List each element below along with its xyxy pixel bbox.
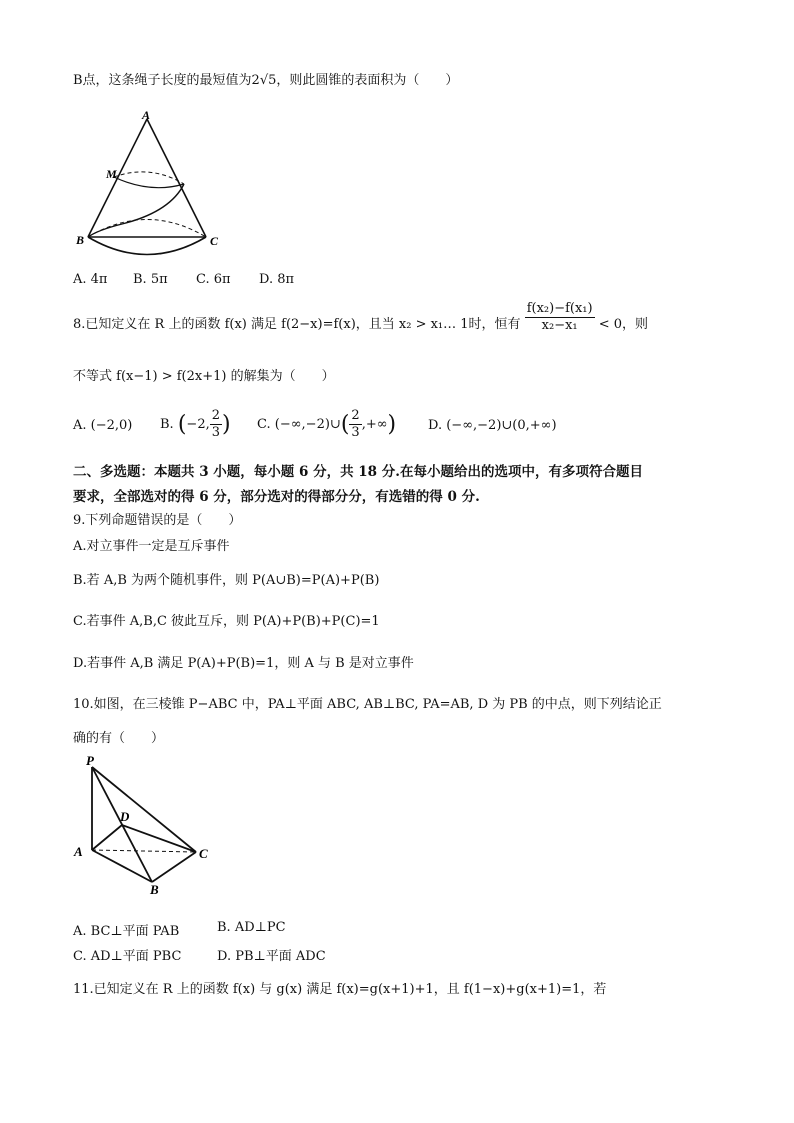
label-d: D bbox=[120, 809, 130, 824]
q8-option-a[interactable]: A. (−2,0) bbox=[73, 418, 133, 433]
label-c: C bbox=[210, 234, 219, 248]
label-b: B bbox=[76, 233, 85, 247]
paren-close: ) bbox=[222, 412, 231, 437]
q10-option-b[interactable]: B. AD⊥PC bbox=[217, 920, 286, 935]
q8-stem-line2: 不等式 f(x−1) > f(2x+1) 的解集为（ ） bbox=[73, 369, 335, 384]
q8-option-c-post: ,+∞ bbox=[361, 417, 388, 432]
q10-option-c[interactable]: C. AD⊥平面 PBC bbox=[73, 949, 182, 964]
q7-option-b[interactable]: B. 5π bbox=[133, 272, 168, 287]
paren-close: ) bbox=[387, 412, 397, 437]
q8-option-b-den: 3 bbox=[211, 425, 220, 440]
q8-option-b-prefix: B. bbox=[160, 417, 174, 432]
q8-option-b-num: 2 bbox=[211, 408, 220, 423]
q8-fraction-numerator: f(x₂)−f(x₁) bbox=[526, 301, 593, 316]
q9-option-b[interactable]: B.若 A,B 为两个随机事件，则 P(A∪B)=P(A)+P(B) bbox=[73, 573, 380, 588]
label-a: A bbox=[142, 108, 151, 122]
q8-option-c-prefix: C. (−∞,−2)∪ bbox=[257, 417, 341, 432]
q8-option-c-den: 3 bbox=[351, 425, 360, 440]
q7-option-c[interactable]: C. 6π bbox=[196, 272, 231, 287]
q8-fraction bbox=[525, 301, 595, 334]
q10-stem-line1: 10.如图，在三棱锥 P−ABC 中，PA⊥平面 ABC, AB⊥BC, PA=AB, D 为 PB 的中点，则下列结论正 bbox=[73, 697, 662, 712]
q9-option-c[interactable]: C.若事件 A,B,C 彼此互斥，则 P(A)+P(B)+P(C)=1 bbox=[73, 614, 380, 629]
label-a: A bbox=[74, 844, 83, 859]
q9-stem: 9.下列命题错误的是（ ） bbox=[73, 513, 242, 528]
q8-option-b[interactable] bbox=[160, 408, 231, 441]
label-b: B bbox=[150, 882, 159, 895]
q9-option-d[interactable]: D.若事件 A,B 满足 P(A)+P(B)=1，则 A 与 B 是对立事件 bbox=[73, 656, 414, 671]
q8-stem-pre: 8.已知定义在 R 上的函数 f(x) 满足 f(2−x)=f(x)，且当 x₂ > x₁… 1时，恒有 bbox=[73, 317, 521, 332]
q8-option-c[interactable] bbox=[257, 408, 396, 441]
section2-heading-line2: 要求，全部选对的得 6 分，部分选对的得部分分，有选错的得 0 分. bbox=[73, 489, 480, 505]
q8-stem-post: < 0，则 bbox=[598, 317, 649, 332]
q10-stem-line2: 确的有（ ） bbox=[73, 731, 165, 746]
q7-option-d[interactable]: D. 8π bbox=[259, 272, 295, 287]
q8-option-d[interactable]: D. (−∞,−2)∪(0,+∞) bbox=[428, 418, 557, 433]
q8-stem-line1 bbox=[73, 301, 649, 335]
q7-option-a[interactable]: A. 4π bbox=[73, 272, 108, 287]
q11-stem-line1: 11.已知定义在 R 上的函数 f(x) 与 g(x) 满足 f(x)=g(x+1)+1，且 f(1−x)+g(x+1)=1，若 bbox=[73, 982, 607, 997]
tetrahedron-figure bbox=[70, 755, 220, 895]
q8-option-b-lead: −2, bbox=[186, 417, 210, 432]
q10-option-d[interactable]: D. PB⊥平面 ADC bbox=[217, 949, 326, 964]
q8-option-c-num: 2 bbox=[351, 408, 360, 423]
label-p: P bbox=[86, 755, 94, 768]
label-m: M bbox=[106, 167, 117, 181]
q10-option-a[interactable]: A. BC⊥平面 PAB bbox=[73, 924, 180, 939]
label-c: C bbox=[199, 846, 208, 861]
q7-stem-line: B点，这条绳子长度的最短值为2√5，则此圆锥的表面积为（ ） bbox=[73, 73, 459, 88]
paren-open: ( bbox=[177, 412, 187, 437]
paren-open: ( bbox=[340, 412, 350, 437]
q9-option-a[interactable]: A.对立事件一定是互斥事件 bbox=[73, 539, 230, 554]
cone-figure bbox=[70, 102, 240, 267]
q8-fraction-denominator: x₂−x₁ bbox=[541, 318, 578, 333]
section2-heading-line1: 二、多选题：本题共 3 小题，每小题 6 分，共 18 分.在每小题给出的选项中，有多项符合题目 bbox=[73, 464, 643, 480]
